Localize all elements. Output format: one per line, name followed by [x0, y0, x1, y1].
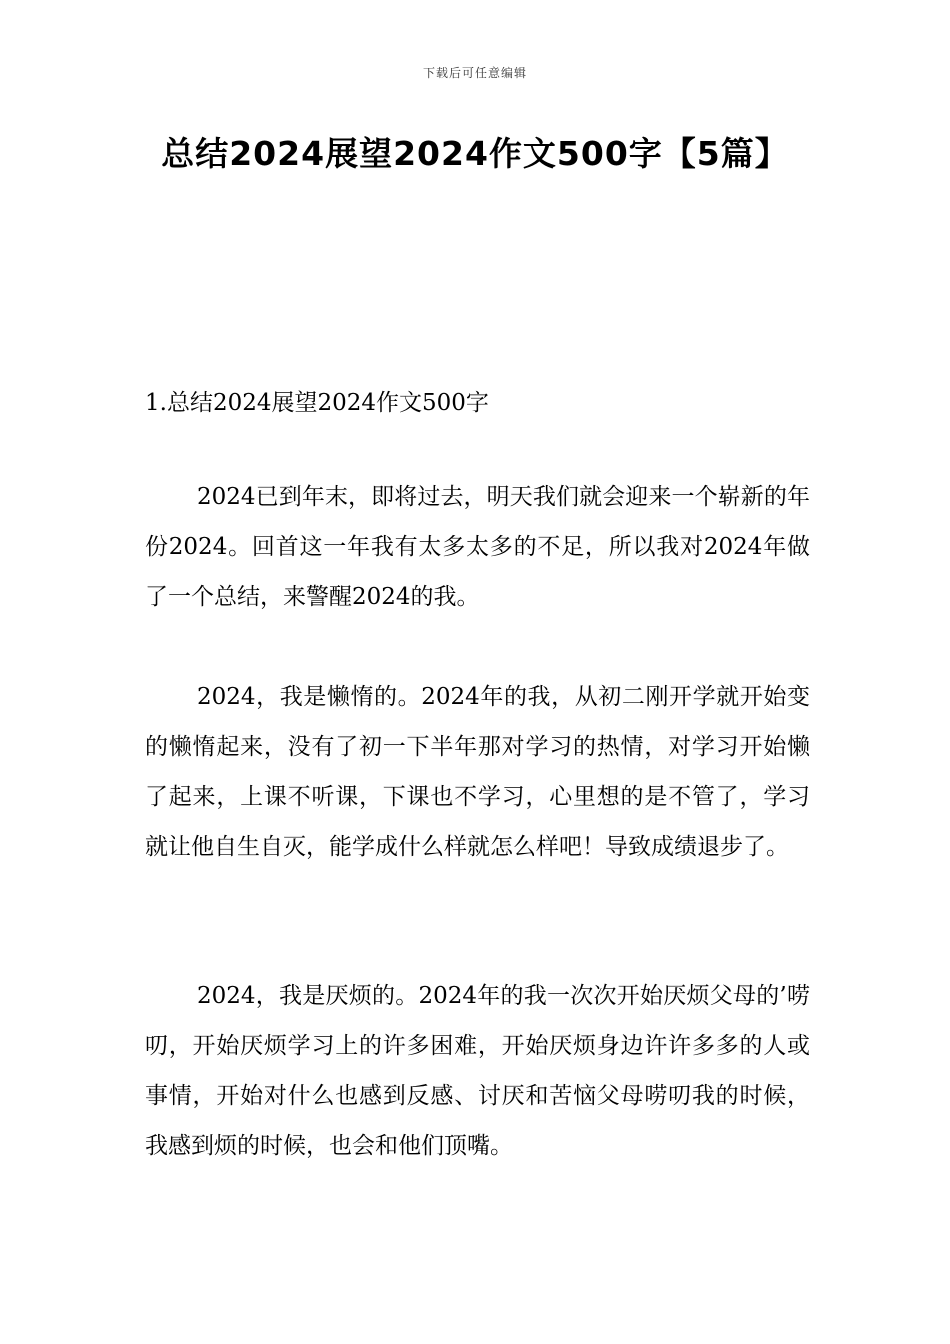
paragraph-1: 2024已到年末，即将过去，明天我们就会迎来一个崭新的年份2024。回首这一年我有太多太多的不足，所以我对2024年做了一个总结，来警醒2024的我。: [145, 484, 810, 610]
paragraph-3: 2024，我是厌烦的。2024年的我一次次开始厌烦父母的’唠叨，开始厌烦学习上的许多困难，开始厌烦身边许许多多的人或事情，开始对什么也感到反感、讨厌和苦恼父母唠叨我的时候，我感到烦的时候，也会和他们顶嘴。: [145, 983, 810, 1159]
section-heading: 1.总结2024展望2024作文500字: [145, 390, 489, 416]
header-note: 下载后可任意编辑: [422, 66, 527, 80]
paragraph-2: 2024，我是懒惰的。2024年的我，从初二刚开学就开始变的懒惰起来，没有了初一下半年那对学习的热情，对学习开始懒了起来，上课不听课，下课也不学习，心里想的是不管了，学习就让他自生自灭，能学成什么样就怎么样吧！导致成绩退步了。: [145, 684, 810, 860]
document-title: 总结2024展望2024作文500字【5篇】: [161, 134, 789, 173]
